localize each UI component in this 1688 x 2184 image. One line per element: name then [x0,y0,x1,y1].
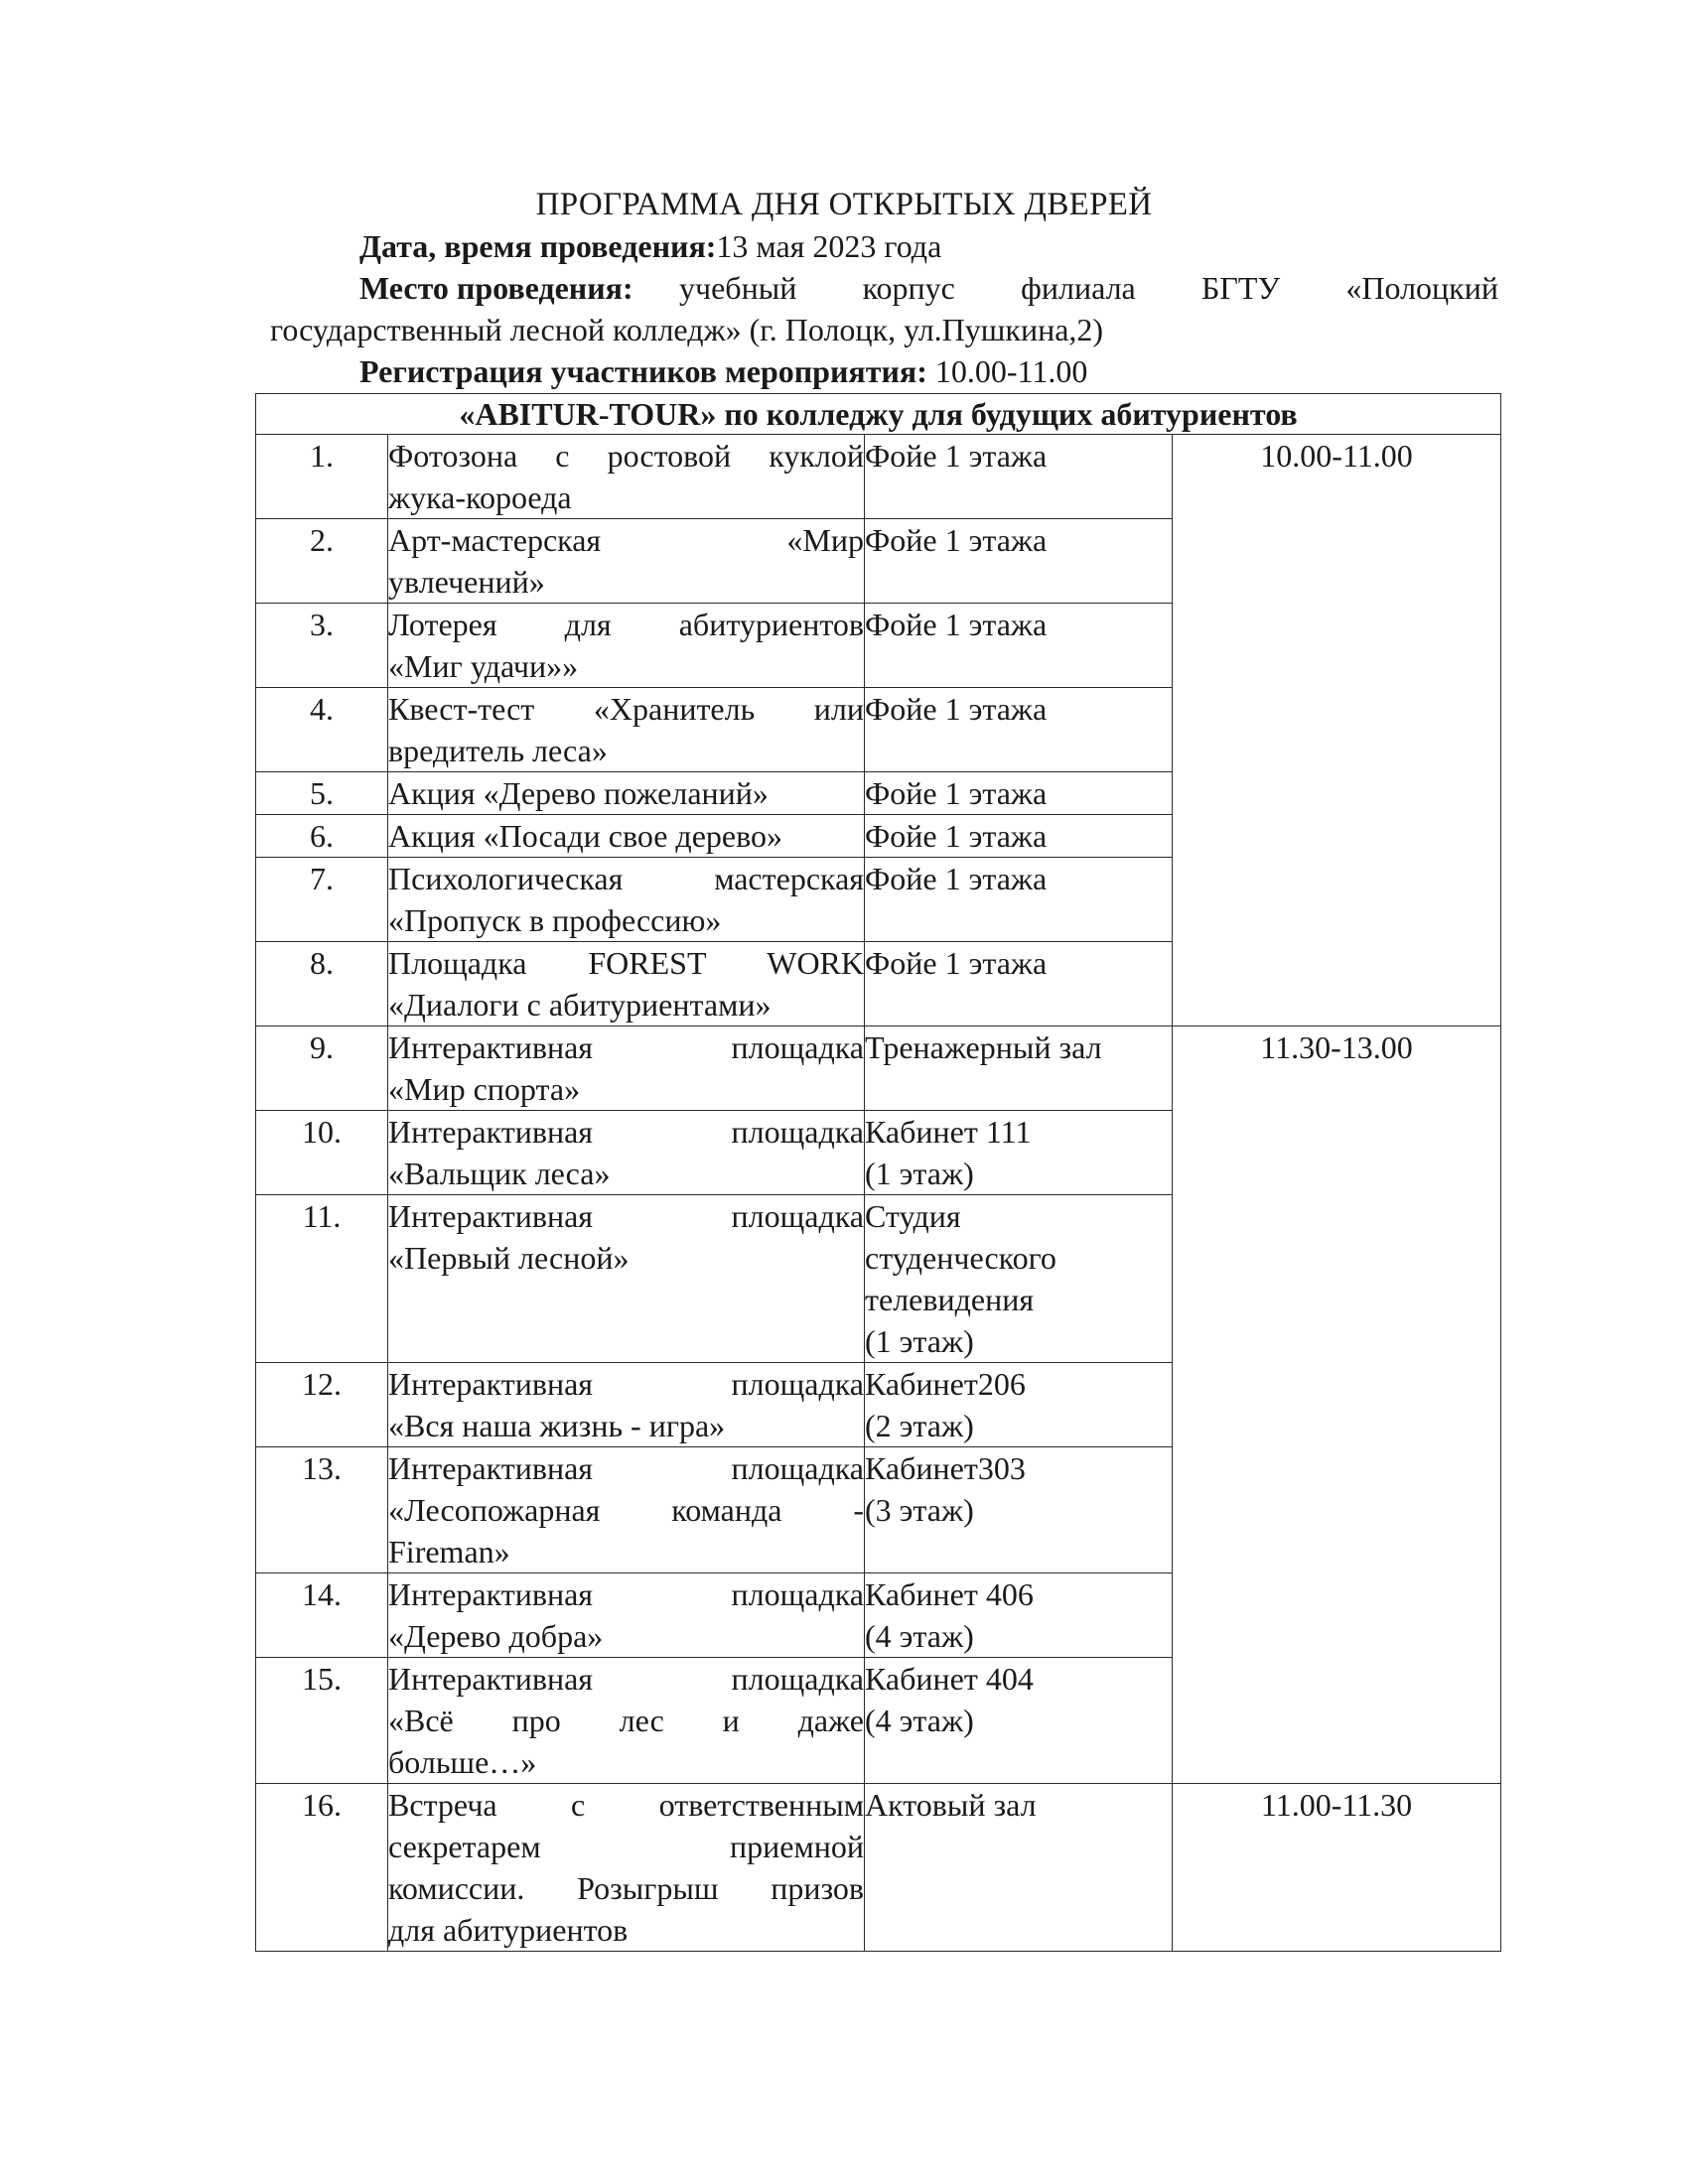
activity-cell [388,1447,865,1573]
row-number: 14. [256,1573,388,1658]
activity-line: Психологическая мастерская [388,861,864,896]
activity-line: увлечений» [388,564,545,600]
location-cell [865,1111,1173,1195]
activity-line: Акция «Дерево пожеланий» [388,775,769,811]
activity-line: Акция «Посади свое дерево» [388,818,782,854]
location-line: (1 этаж) [865,1323,974,1359]
location-line: (3 этаж) [865,1492,974,1528]
activity-line: «Вальщик леса» [388,1156,611,1191]
table-row [256,1784,1501,1952]
location-cell [865,1573,1173,1658]
activity-cell [388,435,865,519]
activity-line: «Всё про лес и даже [388,1703,864,1738]
location-line: Фойе 1 этажа [865,522,1048,558]
location-line: Кабинет303 [865,1450,1026,1486]
activity-line: «Первый лесной» [388,1240,630,1276]
activity-line: вредитель леса» [388,733,608,768]
row-number: 12. [256,1363,388,1447]
location-line: (4 этаж) [865,1703,974,1738]
location-cell [865,942,1173,1026]
row-number: 16. [256,1784,388,1952]
activity-line: «Лесопожарная команда - [388,1492,864,1528]
activity-line: больше…» [388,1744,537,1780]
row-number: 8. [256,942,388,1026]
activity-line: «Вся наша жизнь - игра» [388,1408,726,1443]
activity-cell [388,1363,865,1447]
location-line: (1 этаж) [865,1156,974,1191]
activity-cell [388,519,865,604]
row-number: 15. [256,1658,388,1784]
activity-line: «Диалоги с абитуриентами» [388,987,772,1023]
registration-line [359,353,1087,390]
activity-line: Fireman» [388,1534,510,1570]
table-header: «ABITUR-TOUR» по колледжу для будущих абитуриентов [256,394,1501,435]
activity-cell [388,1195,865,1363]
location-line: (4 этаж) [865,1618,974,1654]
row-number: 2. [256,519,388,604]
location-cell [865,772,1173,815]
activity-cell [388,1026,865,1111]
location-line: Кабинет206 [865,1366,1026,1402]
activity-cell [388,688,865,772]
activity-cell [388,1573,865,1658]
registration-value: 10.00-11.00 [934,353,1088,389]
location-line: Кабинет 406 [865,1576,1034,1612]
activity-line: «Мир спорта» [388,1071,581,1107]
location-line: Фойе 1 этажа [865,775,1048,811]
activity-line: Лотерея для абитуриентов [388,607,864,642]
table-row [256,1026,1501,1111]
activity-line: Квест-тест «Хранитель или [388,691,864,727]
location-cell [865,604,1173,688]
activity-line: «Дерево добра» [388,1618,604,1654]
activity-line: Интерактивная площадка [388,1198,864,1234]
activity-cell [388,942,865,1026]
location-line: Фойе 1 этажа [865,438,1048,474]
place-line-2: государственный лесной колледж» (г. Полоцк, ул.Пушкина,2) [270,312,1104,347]
row-number: 9. [256,1026,388,1111]
activity-line: Интерактивная площадка [388,1576,864,1612]
location-cell [865,688,1173,772]
location-line: Кабинет 404 [865,1661,1034,1697]
activity-line: Интерактивная площадка [388,1366,864,1402]
activity-cell [388,772,865,815]
location-cell [865,435,1173,519]
activity-cell [388,1784,865,1952]
place-line [359,270,1498,307]
row-number: 6. [256,815,388,858]
activity-line: Интерактивная площадка [388,1114,864,1150]
registration-label: Регистрация участников мероприятия: [359,353,927,389]
location-cell [865,519,1173,604]
activity-cell [388,604,865,688]
location-cell [865,1658,1173,1784]
activity-line: секретарем приемной [388,1829,864,1864]
row-number: 4. [256,688,388,772]
location-line: студенческого [865,1240,1056,1276]
location-cell [865,815,1173,858]
row-number: 3. [256,604,388,688]
location-line: Фойе 1 этажа [865,691,1048,727]
activity-line: комиссии. Розыгрыш призов [388,1870,864,1906]
activity-line: «Миг удачи»» [388,648,579,684]
location-cell [865,1026,1173,1111]
location-cell [865,1784,1173,1952]
activity-line: жука-короеда [388,479,572,515]
location-line: Кабинет 111 [865,1114,1032,1150]
location-line: Студия [865,1198,961,1234]
activity-cell [388,815,865,858]
location-cell [865,1447,1173,1573]
place-value-line1: учебный корпус филиала БГТУ «Полоцкий [679,270,1498,306]
location-line: Фойе 1 этажа [865,607,1048,642]
activity-cell [388,1111,865,1195]
date-line [359,228,941,265]
location-line: Тренажерный зал [865,1029,1102,1065]
location-line: Актовый зал [865,1787,1037,1823]
activity-cell [388,1658,865,1784]
activity-line: для абитуриентов [388,1912,629,1948]
row-number: 10. [256,1111,388,1195]
activity-line: Интерактивная площадка [388,1450,864,1486]
page-title: ПРОГРАММА ДНЯ ОТКРЫТЫХ ДВЕРЕЙ [535,187,1153,222]
time-cell: 11.00-11.30 [1173,1784,1501,1952]
activity-cell [388,858,865,942]
place-label: Место проведения: [359,270,633,306]
location-line: телевидения [865,1282,1035,1317]
program-table [255,393,1501,1952]
location-cell [865,1363,1173,1447]
activity-line: Встреча с ответственным [388,1787,864,1823]
activity-line: Интерактивная площадка [388,1661,864,1697]
activity-line: Интерактивная площадка [388,1029,864,1065]
location-line: (2 этаж) [865,1408,974,1443]
time-cell: 10.00-11.00 [1173,435,1501,1026]
location-line: Фойе 1 этажа [865,818,1048,854]
table-body [256,435,1501,1952]
location-line: Фойе 1 этажа [865,945,1048,981]
row-number: 11. [256,1195,388,1363]
row-number: 13. [256,1447,388,1573]
row-number: 7. [256,858,388,942]
row-number: 5. [256,772,388,815]
date-label: Дата, время проведения: [359,228,717,264]
location-line: Фойе 1 этажа [865,861,1048,896]
table-row [256,435,1501,519]
location-cell [865,1195,1173,1363]
activity-line: Фотозона с ростовой куклой [388,438,864,474]
time-cell: 11.30-13.00 [1173,1026,1501,1784]
location-cell [865,858,1173,942]
activity-line: Площадка FOREST WORK [388,945,864,981]
date-value: 13 мая 2023 года [716,228,942,264]
row-number: 1. [256,435,388,519]
activity-line: Арт-мастерская «Мир [388,522,864,558]
activity-line: «Пропуск в профессию» [388,902,722,938]
